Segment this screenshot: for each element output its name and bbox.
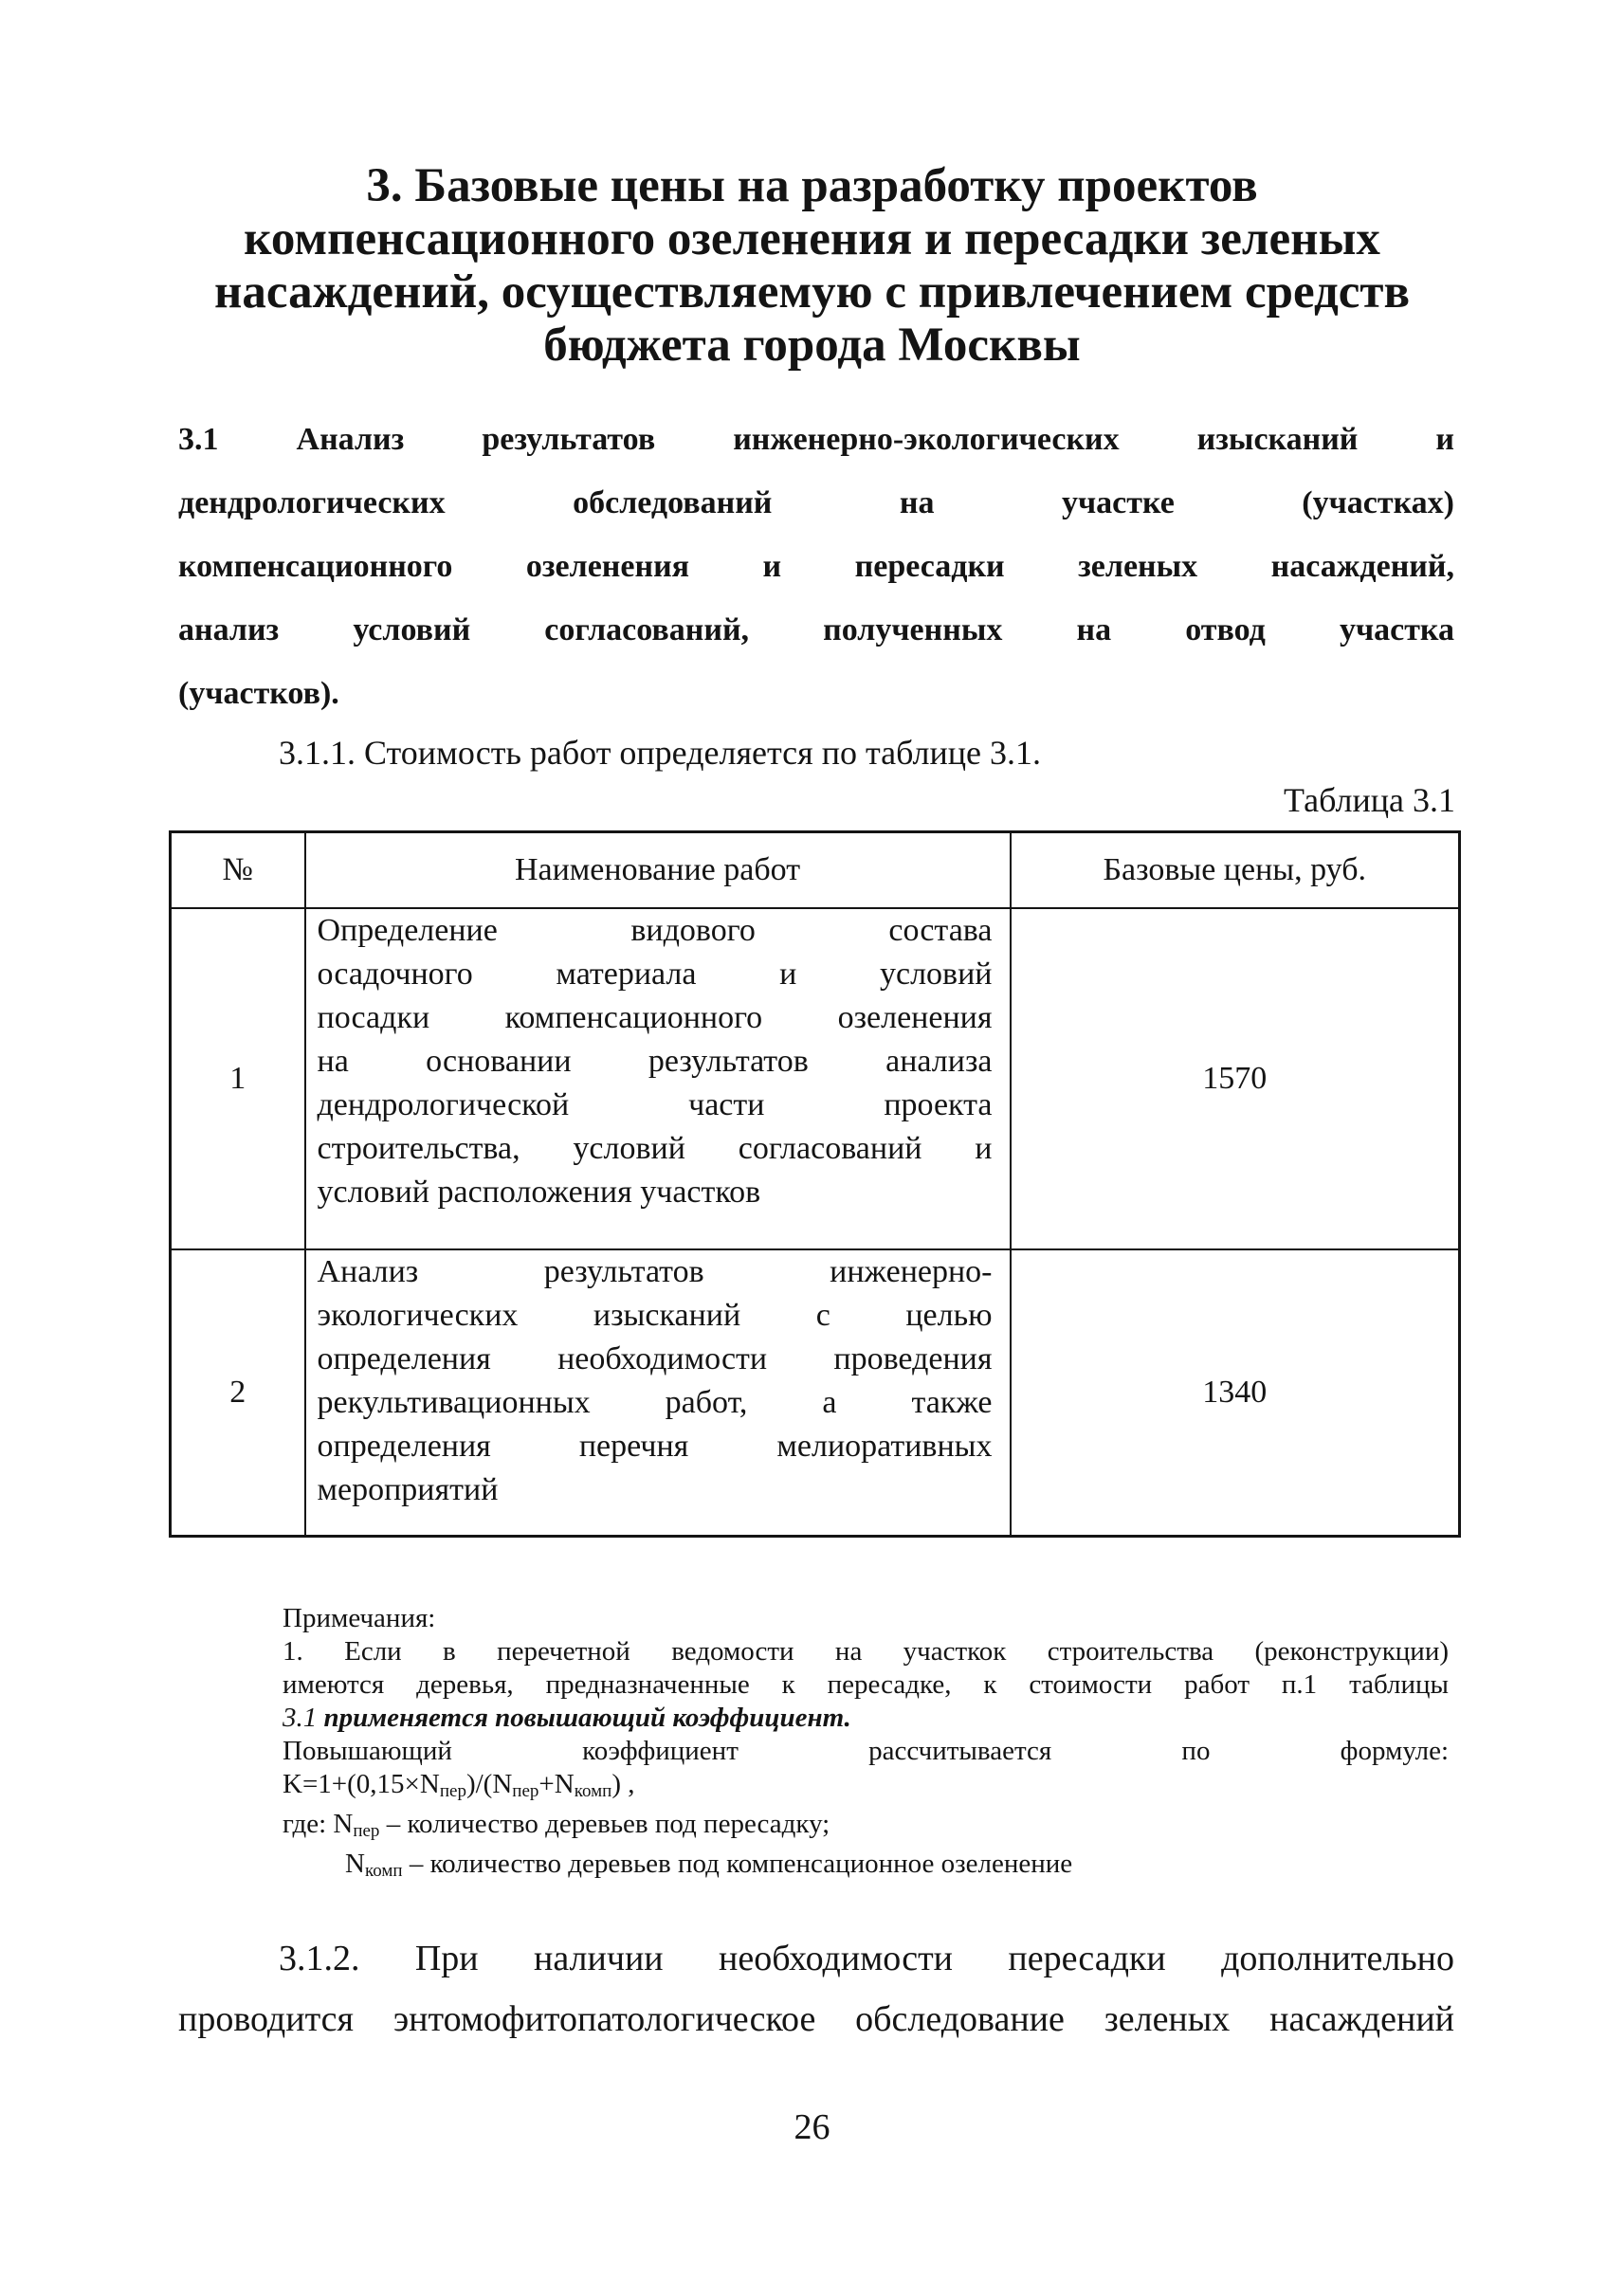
where-text: – количество деревьев под компенсационное озеленение xyxy=(402,1849,1073,1879)
section-heading-line: дендрологических обследований на участке (участках) xyxy=(178,485,1454,520)
title-line: компенсационного озеленения и пересадки зеленых xyxy=(244,212,1380,265)
table-header-row xyxy=(171,832,1460,909)
header-base-price: Базовые цены, руб. xyxy=(1011,832,1460,909)
note-table-ref: 3.1 xyxy=(283,1703,318,1733)
work-line: Определение видового состава xyxy=(317,913,993,948)
work-line: рекультивационных работ, а также xyxy=(317,1385,993,1420)
note-emphasis: применяется повышающий коэффициент. xyxy=(323,1703,851,1733)
where-subscript: комп xyxy=(364,1861,403,1881)
work-line: посадки компенсационного озеленения xyxy=(317,1000,993,1035)
where-subscript: пер xyxy=(353,1821,380,1841)
notes-body xyxy=(283,1635,1449,1887)
note-line: имеются деревья, предназначенные к пересадке, к стоимости работ п.1 таблицы xyxy=(283,1669,1449,1700)
work-line: строительства, условий согласований и xyxy=(317,1131,993,1166)
work-line: мероприятий xyxy=(317,1472,499,1507)
formula-subscript: пер xyxy=(512,1781,539,1801)
row-work-name xyxy=(305,1249,1011,1537)
formula-subscript: комп xyxy=(574,1781,612,1801)
formula-intro: Повышающий коэффициент рассчитывается по формуле: xyxy=(283,1736,1449,1766)
work-line: дендрологической части проекта xyxy=(317,1087,993,1122)
paragraph-3-1-1: 3.1.1. Стоимость работ определяется по таблице 3.1. xyxy=(279,734,1042,772)
work-line: условий расположения участков xyxy=(317,1175,761,1210)
title-line: 3. Базовые цены на разработку проектов xyxy=(366,159,1258,212)
notes-heading: Примечания: xyxy=(283,1603,436,1633)
section-heading-line: 3.1 Анализ результатов инженерно-экологических изысканий и xyxy=(178,422,1454,457)
page-title xyxy=(142,159,1482,372)
title-line: бюджета города Москвы xyxy=(543,319,1081,372)
section-heading-line: компенсационного озеленения и пересадки зеленых насаждений, xyxy=(178,549,1454,584)
formula-subscript: пер xyxy=(439,1781,466,1801)
header-number: № xyxy=(171,832,305,909)
formula-part: )/(N xyxy=(465,1769,513,1799)
row-price: 1570 xyxy=(1011,908,1460,1249)
work-line: на основании результатов анализа xyxy=(317,1044,993,1079)
page-number: 26 xyxy=(794,2107,830,2147)
work-line: Анализ результатов инженерно- xyxy=(317,1254,993,1289)
row-price: 1340 xyxy=(1011,1249,1460,1537)
paragraph-line: 3.1.2. При наличии необходимости пересадки дополнительно xyxy=(279,1939,1454,1978)
work-line: экологических изысканий с целью xyxy=(317,1298,993,1333)
price-table xyxy=(169,830,1461,1538)
table-row xyxy=(171,908,1460,1249)
note-line xyxy=(283,1702,1449,1735)
title-line: насаждений, осуществляемую с привлечением средств xyxy=(213,265,1410,319)
formula-part: ) , xyxy=(611,1769,635,1799)
note-line: 1. Если в перечетной ведомости на участкок строительства (реконструкции) xyxy=(283,1636,1449,1667)
formula xyxy=(283,1768,1449,1808)
formula-part: K=1+(0,15×N xyxy=(283,1769,440,1799)
work-line: определения необходимости проведения xyxy=(317,1341,993,1376)
section-heading-line: (участков). xyxy=(178,676,339,711)
header-work-name: Наименование работ xyxy=(305,832,1011,909)
where-line xyxy=(283,1808,1449,1848)
where-prefix: N xyxy=(345,1849,365,1879)
table-caption: Таблица 3.1 xyxy=(1284,781,1455,819)
table-row xyxy=(171,1249,1460,1537)
row-work-name xyxy=(305,908,1011,1249)
work-line: определения перечня мелиоративных xyxy=(317,1429,993,1464)
formula-part: +N xyxy=(538,1769,575,1799)
where-prefix: где: N xyxy=(283,1809,354,1839)
section-heading-line: анализ условий согласований, полученных на отвод участка xyxy=(178,612,1454,647)
paragraph-3-1-2 xyxy=(178,1928,1454,2050)
row-number: 1 xyxy=(171,908,305,1249)
where-line xyxy=(283,1848,1449,1887)
row-number: 2 xyxy=(171,1249,305,1537)
where-text: – количество деревьев под пересадку; xyxy=(379,1809,830,1839)
work-line: осадочного материала и условий xyxy=(317,957,993,992)
paragraph-line: проводится энтомофитопатологическое обследование зеленых насаждений xyxy=(178,1999,1454,2039)
